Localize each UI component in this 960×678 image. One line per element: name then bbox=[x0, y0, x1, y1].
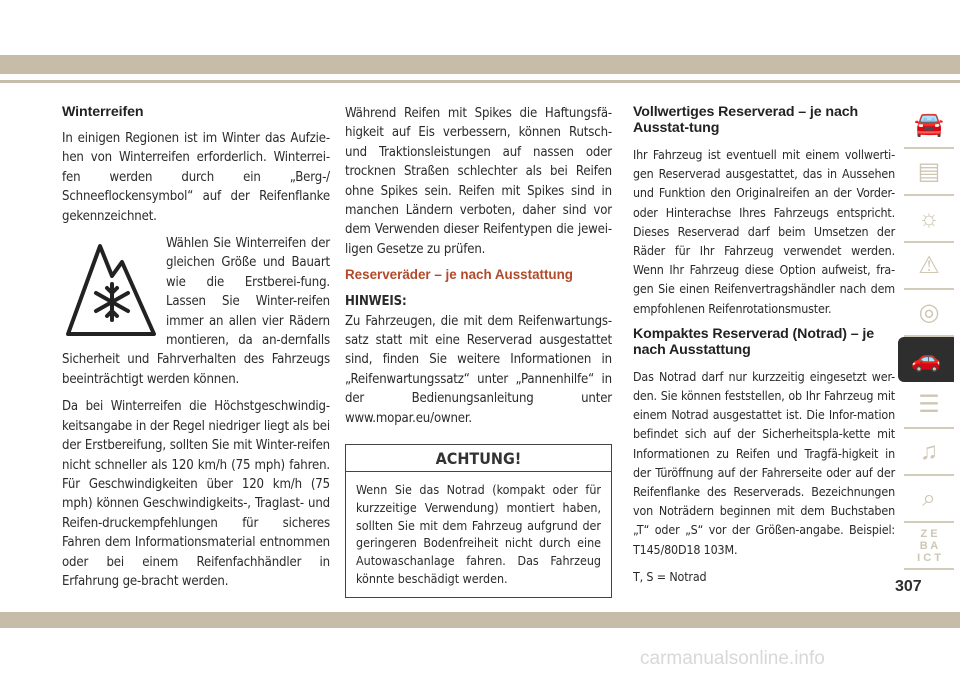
warning-lights-icon[interactable]: ☼ bbox=[904, 196, 954, 243]
mountain-snowflake-icon bbox=[62, 238, 158, 338]
paragraph-vollwertiges-reserverad: Ihr Fahrzeug ist eventuell mit einem vollwerti-gen Reserverad ausgestattet, das in Aussehen und Funktion den Originalreifen an der Vorder- oder Hinterachse Ihres Fahrzeugs entspricht. Dieses Reserverad darf beim Umsetzen der Räder für Ihr Fahrzeug verwendet werden. Wenn Ihr Fahrzeug diese Option aufweist, fra-gen Sie einen Reifenvertragshändler nach dem empfohlenen Reifenrotationsmuster. bbox=[633, 147, 895, 316]
column-right bbox=[633, 104, 895, 594]
dashboard-icon[interactable]: ▤ bbox=[904, 149, 954, 196]
column-middle bbox=[345, 104, 612, 598]
car-search-icon[interactable]: 🚘 bbox=[904, 102, 954, 149]
header-band bbox=[0, 55, 960, 74]
paragraph-notrad-legend: T, S = Notrad bbox=[633, 568, 707, 584]
heading-kompaktes-reserverad: Kompaktes Reserverad (Notrad) – je nach Ausstattung bbox=[633, 325, 875, 358]
paragraph-notrad: Das Notrad darf nur kurzzeitig eingesetzt wer-den. Sie können feststellen, ob Ihr Fahrzeug mit einem Notrad ausgestattet ist. Die Infor-mation befindet sich auf der Sicherheitspla-kette mit Informationen zu Reifen und Tragfä-higkeit in der Türöffnung auf der Fahrerseite oder auf der Reifenflanke des Reserverads. Bezeichnungen von Noträdern beginnen mit dem Buchstaben „T“ oder „S“ vor der Größen-angabe. Beispiel: T145/80D18 103M. bbox=[633, 368, 895, 557]
column-left bbox=[62, 104, 330, 599]
warning-box bbox=[345, 444, 612, 598]
note-label: HINWEIS: bbox=[345, 294, 407, 310]
warning-text: Wenn Sie das Notrad (kompakt oder für kurzzeitige Verwendung) montiert haben, sollten Sie mit dem Fahrzeug aufgrund der geringeren Bodenfreiheit nicht durch eine Autowaschanlage fahren. Das Fahrzeug könnte beschädigt werden. bbox=[356, 482, 601, 587]
paragraph-spikes: Während Reifen mit Spikes die Haftungsfä-higkeit auf Eis verbessern, können Rutsch- und Traktionsleistungen auf nassen oder trocknen Straßen schlechter als bei Reifen ohne Spikes sein. Reifen mit Spikes sind in manchen Ländern verboten, daher sind vor dem Verwenden dieser Reifentypen die jewei-ligen Gesetze zu prüfen. bbox=[345, 106, 612, 257]
warning-title: ACHTUNG! bbox=[346, 445, 611, 472]
note-text: Zu Fahrzeugen, die mit dem Reifenwartungs-satz statt mit eine Reserverad ausgestattet sind, finden Sie weitere Informationen in „Reifenwartungssatz“ unter „Pannenhilfe“ in der Bedienungsanleitung unter www.mopar.eu/owner. bbox=[345, 313, 612, 426]
alphabet-index-icon[interactable]: Z E B A I C T bbox=[904, 523, 954, 570]
watermark: carmanualsonline.info bbox=[640, 648, 825, 669]
heading-winterreifen: Winterreifen bbox=[62, 104, 144, 120]
car-tools-icon[interactable]: 🚗 bbox=[898, 337, 954, 382]
index-search-icon[interactable]: ⌕ bbox=[904, 476, 954, 523]
heading-reserveraeder: Reserveräder – je nach Ausstattung bbox=[345, 267, 573, 283]
paragraph-winterreifen-speed: Da bei Winterreifen die Höchstgeschwindig-keitsangabe in der Regel niedriger liegt als bei der Erstbereifung, sollten Sie mit Winter-reifen nicht schneller als 120 km/h (75 mph) fahren. Für Geschwindigkeiten über 120 km/h (75 mph) können Geschwindigkeits-, Traglast- und Reifen-druckempfehlungen für sicheres Fahren dem Informationsmaterial entnommen oder bei einem Reifenfachhändler in Erfahrung ge-bracht werden. bbox=[62, 399, 330, 589]
header-rule bbox=[0, 80, 960, 83]
footer-band bbox=[0, 612, 960, 628]
page-number: 307 bbox=[895, 578, 922, 595]
heading-vollwertiges-reserverad: Vollwertiges Reserverad – je nach Ausstat-tung bbox=[633, 104, 859, 136]
specifications-icon[interactable]: ☰ bbox=[904, 382, 954, 429]
steering-wheel-icon[interactable]: ◎ bbox=[904, 290, 954, 337]
safety-icon[interactable]: ⚠ bbox=[904, 243, 954, 290]
paragraph-winterreifen-select: Wählen Sie Winterreifen der gleichen Größe und Bauart wie die Erstberei-fung. Lassen Sie Winter-reifen immer an allen vier Rädern montieren, da an-dernfalls Sicherheit und Fahrverhalten des Fahrzeugs beeinträchtigt werden können. bbox=[62, 236, 330, 387]
paragraph-winterreifen-intro: In einigen Regionen ist im Winter das Aufzie-hen von Winterreifen erforderlich. Winterrei-fen werden durch ein „Berg-/ Schneeflockensymbol“ auf der Reifenflanke gekennzeichnet. bbox=[62, 131, 330, 224]
chapter-tabs bbox=[898, 102, 960, 570]
multimedia-icon[interactable]: ♫ bbox=[904, 429, 954, 476]
